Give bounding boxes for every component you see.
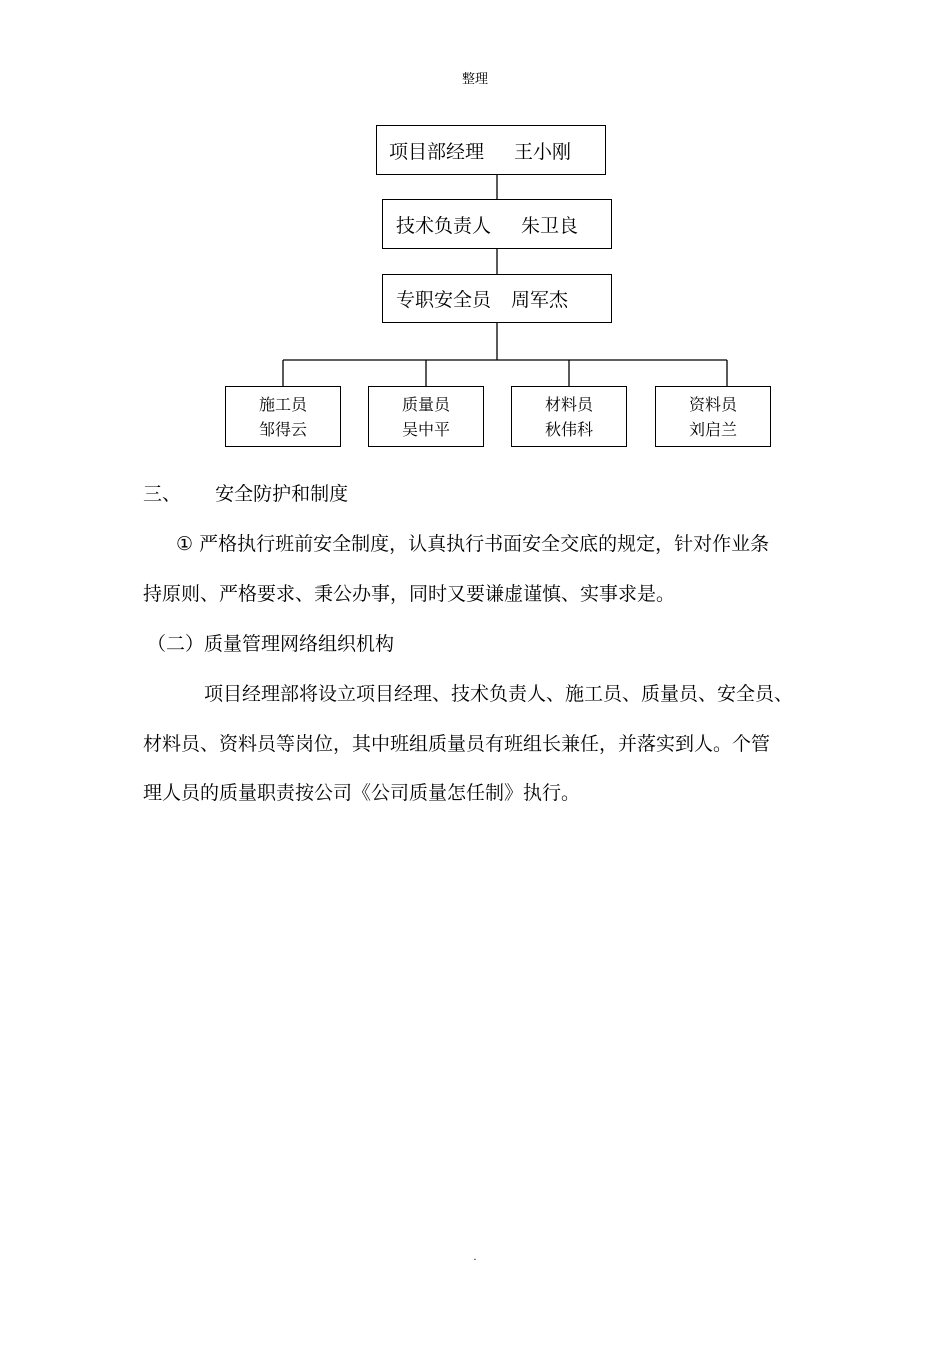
- quality-line1: 项目经理部将设立项目经理、技术负责人、施工员、质量员、安全员、: [204, 683, 794, 705]
- org-box-manager: [376, 125, 606, 175]
- section3-number: 三、: [143, 483, 182, 505]
- safety-person: 周军杰: [511, 289, 569, 311]
- staff-person: 吴中平: [401, 419, 450, 439]
- quality-line3: 理人员的质量职责按公司《公司质量怎任制》执行。: [143, 782, 581, 804]
- org-box-safety: [382, 274, 612, 323]
- section3-line2: 持原则、严格要求、秉公办事，同时又要谦虚谨慎、实事求是。: [143, 583, 676, 605]
- section3-title: 安全防护和制度: [215, 483, 349, 505]
- staff-role: 质量员: [401, 394, 450, 414]
- tech-lead-role: 技术负责人: [396, 214, 492, 237]
- page-footer: .: [473, 1252, 477, 1263]
- staff-person: 秋伟科: [544, 419, 593, 439]
- staff-person: 邹得云: [258, 419, 307, 439]
- quality-heading: （二）质量管理网络组织机构: [147, 633, 395, 655]
- org-box-quality: [368, 386, 484, 447]
- org-box-documents: [655, 386, 771, 447]
- staff-role: 资料员: [688, 394, 737, 414]
- org-box-tech-lead: [382, 199, 612, 249]
- org-box-construction: [225, 386, 341, 447]
- manager-person: 王小刚: [514, 140, 572, 163]
- staff-role: 材料员: [544, 394, 593, 414]
- manager-role: 项目部经理: [389, 140, 485, 163]
- section3-heading: [143, 479, 863, 506]
- staff-role: 施工员: [258, 394, 307, 414]
- safety-role: 专职安全员: [396, 289, 492, 311]
- tech-lead-person: 朱卫良: [521, 214, 579, 237]
- org-box-materials: [511, 386, 627, 447]
- section3-line1: ① 严格执行班前安全制度，认真执行书面安全交底的规定，针对作业条: [176, 533, 770, 555]
- quality-line2: 材料员、资料员等岗位，其中班组质量员有班组长兼任，并落实到人。个管: [143, 733, 771, 755]
- staff-person: 刘启兰: [688, 419, 737, 439]
- page-header: 整理: [461, 72, 488, 87]
